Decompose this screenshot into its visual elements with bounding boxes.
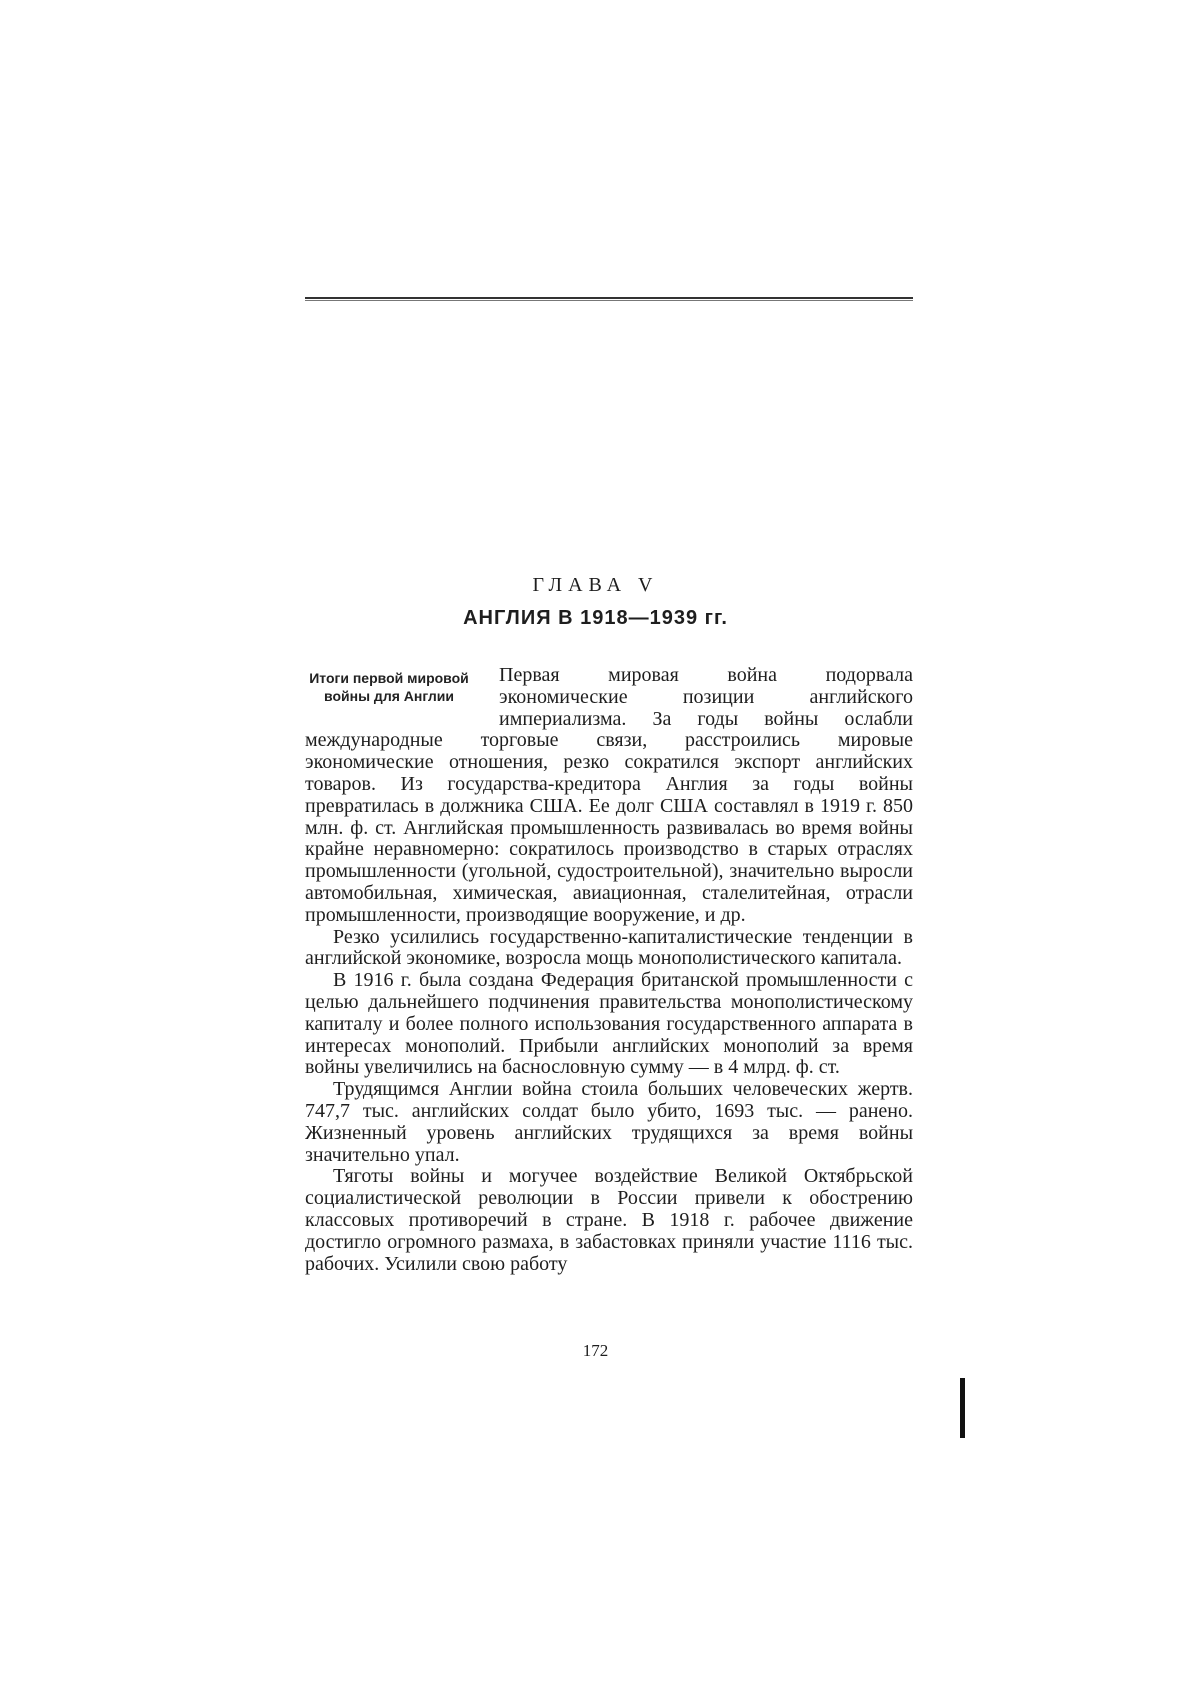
scan-edge-mark [960, 1378, 965, 1438]
paragraph: Трудящимся Англии война стоила больших человеческих жертв. 747,7 тыс. английских солдат было убито, 1693 тыс. — ранено. Жизненный уровень английских трудящихся за время войны значительно упал. [305, 1078, 913, 1166]
paragraph: Первая мировая война подорвала экономические позиции английского империализма. За годы войны ослабли международные торговые связи, расстроились мировые экономические отношения, резко сократился экспорт английских товаров. Из государства-кредитора Англия за годы войны превратилась в должника США. Ее долг США составлял в 1919 г. 850 млн. ф. ст. Английская промышленность развивалась во время войны крайне неравномерно: сократилось производство в старых отраслях промышленности (угольной, судостроительной), значительно выросли автомобильная, химическая, авиационная, сталелитейная, отрасли промышленности, производящие вооружение, и др. [305, 664, 913, 926]
header-rule [305, 297, 913, 301]
body-text [305, 665, 913, 1275]
paragraph: В 1916 г. была создана Федерация британской промышленности с целью дальнейшего подчинения правительства монополистическому капиталу и более полного использования государственного аппарата в интересах монополий. Прибыли английских монополий за время войны увеличились на баснословную сумму — в 4 млрд. ф. ст. [305, 969, 913, 1079]
paragraph: Резко усилились государственно-капиталистические тенденции в английской экономике, возросла мощь монополистического капитала. [305, 925, 913, 970]
page-number: 172 [582, 1341, 609, 1360]
chapter-label: ГЛАВА V [532, 574, 659, 596]
paragraph: Тяготы войны и могучее воздействие Великой Октябрьской социалистической революции в России привели к обострению классовых противоречий в стране. В 1918 г. рабочее движение достигло огромного размаха, в забастовках приняли участие 1116 тыс. рабочих. Усилили свою работу [305, 1165, 913, 1275]
margin-heading: Итоги первой мировой войны для Англии [309, 670, 469, 704]
chapter-title: АНГЛИЯ В 1918—1939 гг. [463, 607, 728, 629]
